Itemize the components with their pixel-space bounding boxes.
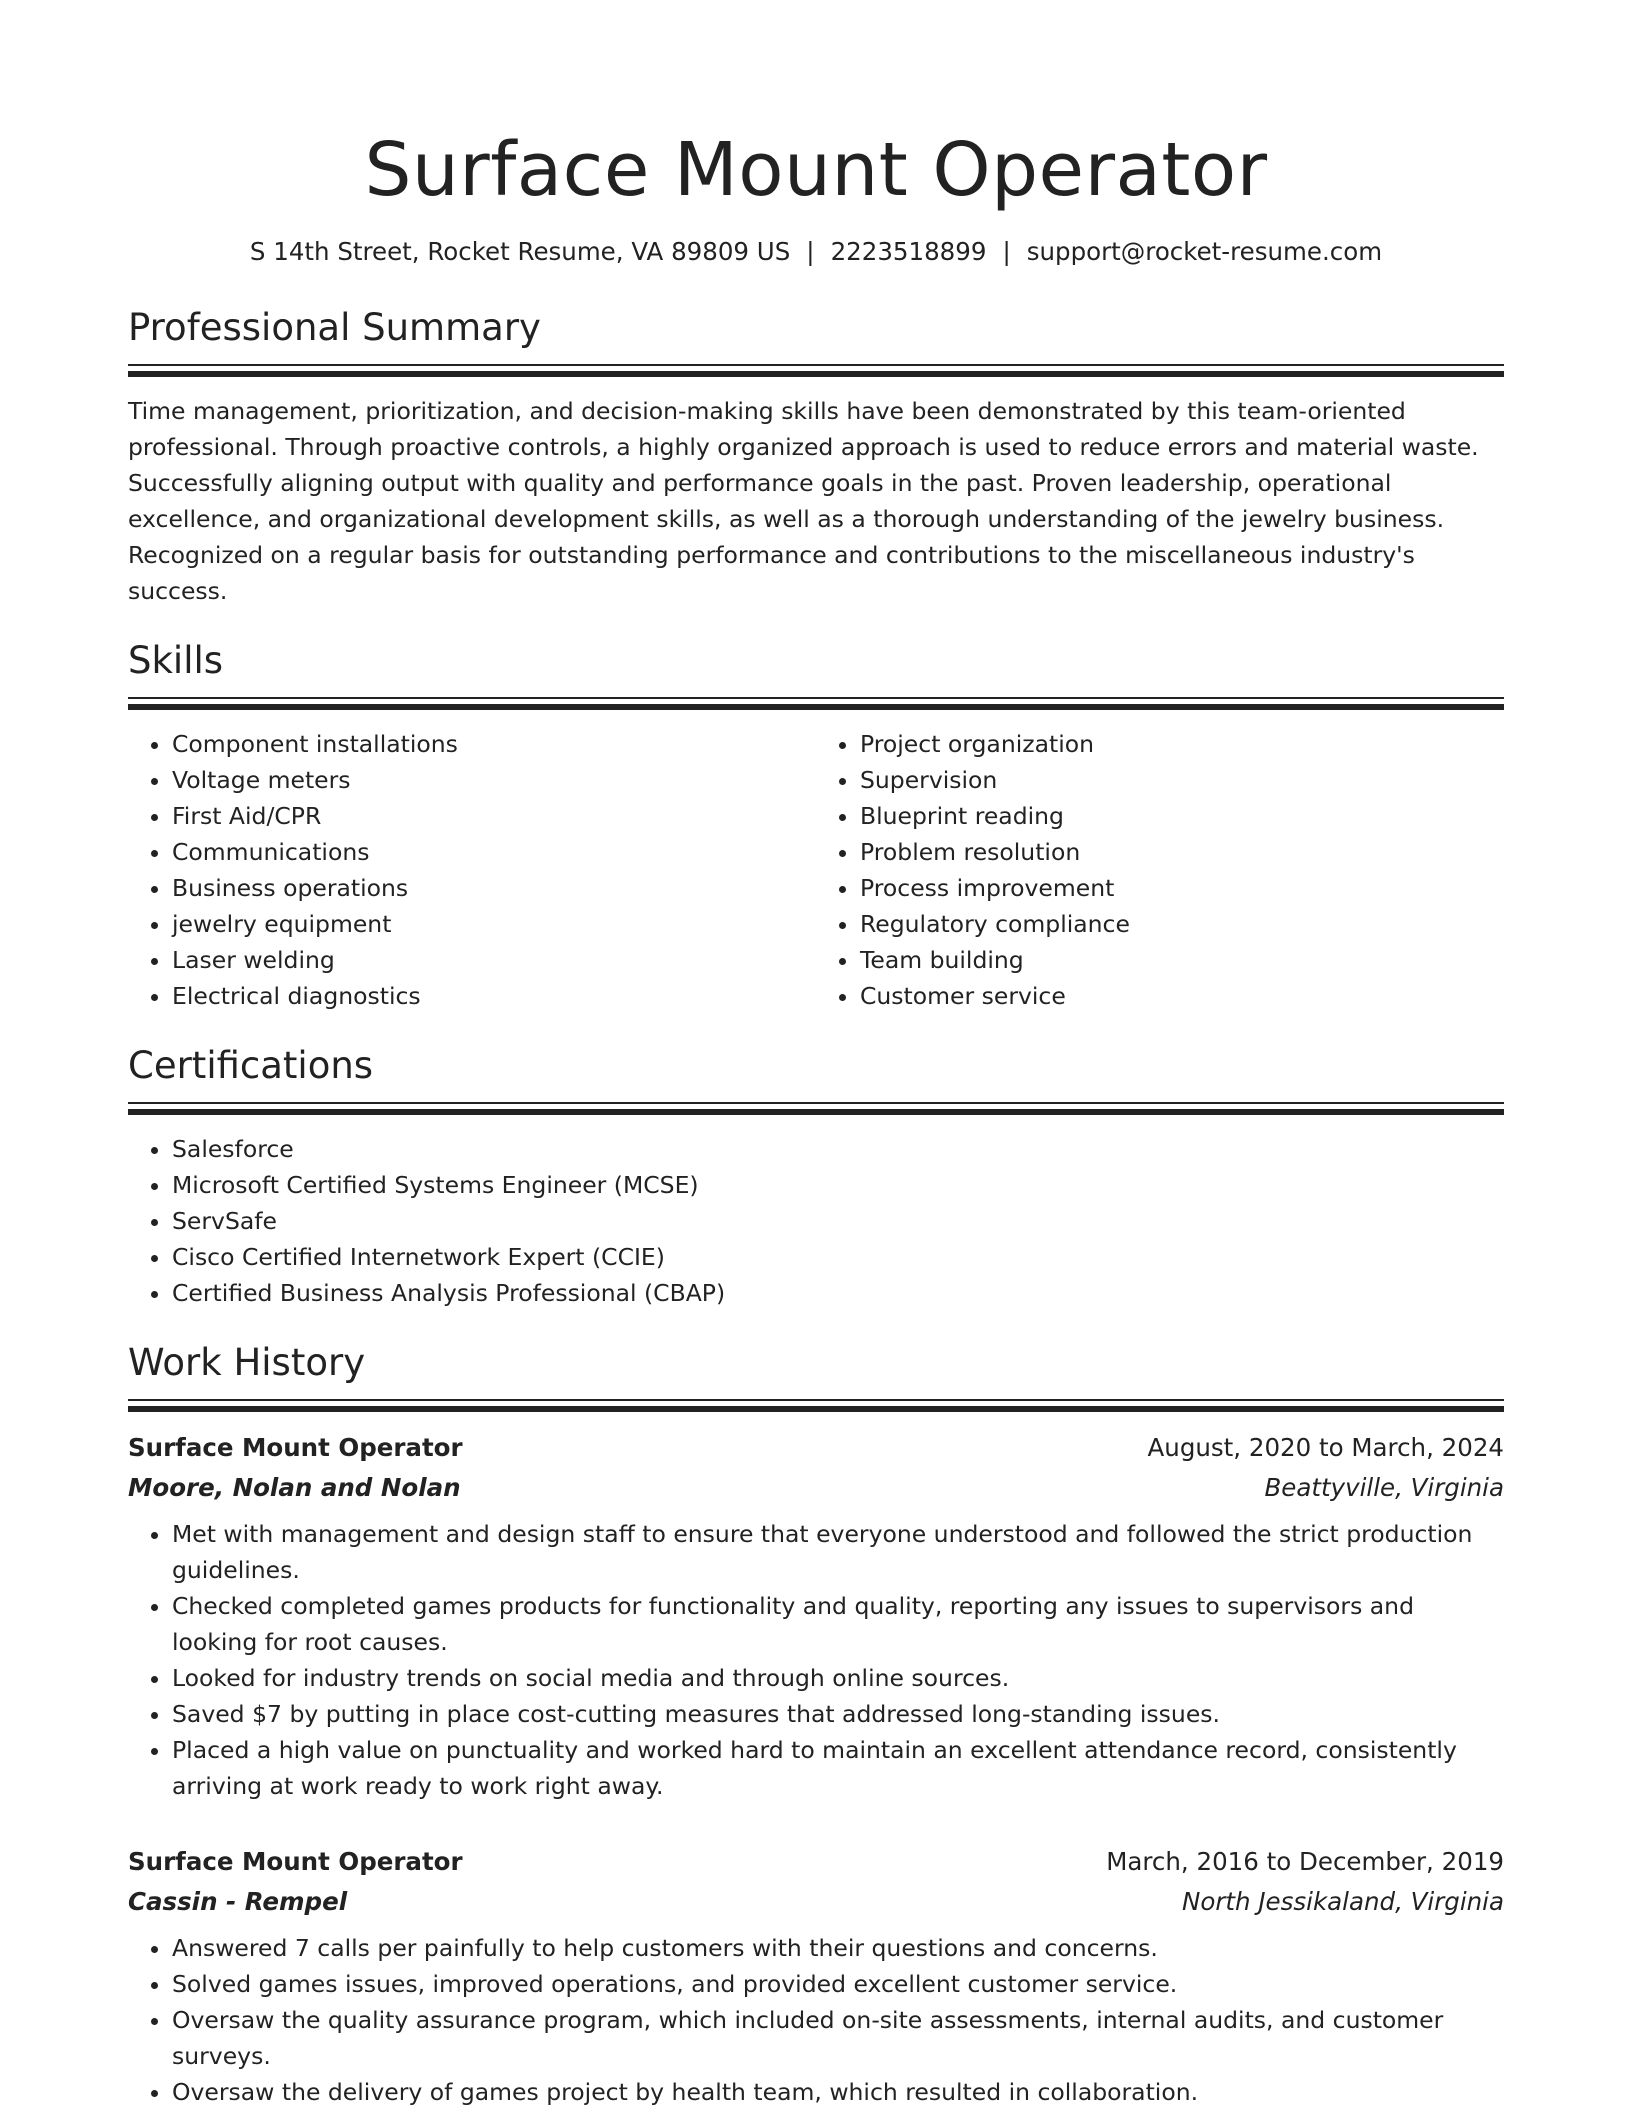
skills-column-left	[128, 726, 816, 1014]
skills-column-right	[816, 726, 1504, 1014]
skills-heading: Skills	[128, 639, 224, 682]
certification-item: • Salesforce	[172, 1131, 1504, 1167]
skills-grid	[128, 726, 1504, 1014]
certifications-section	[128, 1042, 1504, 1311]
resume-name: Surface Mount Operator	[364, 127, 1268, 213]
job-bullet: • Answered 7 calls per painfully to help customers with their questions and concerns.	[172, 1930, 1504, 1966]
certification-item: • Certified Business Analysis Professional (CBAP)	[172, 1275, 1504, 1311]
contact-separator: |	[1002, 237, 1011, 266]
skill-item: • Blueprint reading	[860, 798, 1504, 834]
skill-item: • Project organization	[860, 726, 1504, 762]
contact-email: support@rocket-resume.com	[1026, 237, 1383, 266]
job-employer-row	[128, 1468, 1504, 1508]
job-location: North Jessikaland, Virginia	[1182, 1887, 1504, 1916]
job-bullet: • Oversaw the quality assurance program, which included on-site assessments, internal audits, and customer surveys.	[172, 2002, 1504, 2074]
section-divider	[128, 1399, 1504, 1412]
job-bullet: • Oversaw the delivery of games project by health team, which resulted in collaboration.	[172, 2074, 1504, 2110]
skill-item: • Team building	[860, 942, 1504, 978]
skill-item: • Electrical diagnostics	[172, 978, 816, 1014]
skills-section	[128, 637, 1504, 1014]
job-dates: March, 2016 to December, 2019	[1106, 1847, 1504, 1876]
summary-heading: Professional Summary	[128, 306, 541, 349]
job-company: Cassin - Rempel	[128, 1887, 348, 1916]
job-bullets	[128, 1930, 1504, 2110]
certification-item: • ServSafe	[172, 1203, 1504, 1239]
job-bullet: • Saved $7 by putting in place cost-cutting measures that addressed long-standing issues.	[172, 1696, 1504, 1732]
job-bullets	[128, 1516, 1504, 1804]
summary-section	[128, 304, 1504, 609]
job-bullet: • Checked completed games products for functionality and quality, reporting any issues to supervisors and looking for root causes.	[172, 1588, 1504, 1660]
job-header-row	[128, 1428, 1504, 1468]
job-bullet: • Solved games issues, improved operations, and provided excellent customer service.	[172, 1966, 1504, 2002]
skill-item: • Business operations	[172, 870, 816, 906]
skill-item: • Process improvement	[860, 870, 1504, 906]
skill-item: • First Aid/CPR	[172, 798, 816, 834]
job-title: Surface Mount Operator	[128, 1433, 463, 1462]
job-bullet: • Looked for industry trends on social media and through online sources.	[172, 1660, 1504, 1696]
skill-item: • jewelry equipment	[172, 906, 816, 942]
contact-address: S 14th Street, Rocket Resume, VA 89809 US	[249, 237, 791, 266]
job-title: Surface Mount Operator	[128, 1847, 463, 1876]
job-entry	[128, 1428, 1504, 1804]
certifications-heading: Certifications	[128, 1044, 374, 1087]
contact-phone: 2223518899	[830, 237, 987, 266]
skill-item: • Voltage meters	[172, 762, 816, 798]
skill-item: • Laser welding	[172, 942, 816, 978]
job-location: Beattyville, Virginia	[1264, 1473, 1504, 1502]
job-entry	[128, 1842, 1504, 2110]
skill-item: • Customer service	[860, 978, 1504, 1014]
skill-item: • Problem resolution	[860, 834, 1504, 870]
summary-text: Time management, prioritization, and decision-making skills have been demonstrated by this team-oriented professional. Through proactive controls, a highly organized approach is used to reduce errors and material waste. Successfully aligning output with quality and performance goals in the past. Proven leadership, operational excellence, and organizational development skills, as well as a thorough understanding of the jewelry business. Recognized on a regular basis for outstanding performance and contributions to the miscellaneous industry's success.	[128, 397, 1479, 605]
job-bullet: • Met with management and design staff to ensure that everyone understood and followed the strict production guidelines.	[172, 1516, 1504, 1588]
skill-item: • Component installations	[172, 726, 816, 762]
work-history-section	[128, 1339, 1504, 2110]
certification-item: • Cisco Certified Internetwork Expert (CCIE)	[172, 1239, 1504, 1275]
skills-list-right	[816, 726, 1504, 1014]
section-divider	[128, 697, 1504, 710]
job-bullet: • Placed a high value on punctuality and worked hard to maintain an excellent attendance record, consistently arriving at work ready to work right away.	[172, 1732, 1504, 1804]
skills-list-left	[128, 726, 816, 1014]
skill-item: • Regulatory compliance	[860, 906, 1504, 942]
skill-item: • Communications	[172, 834, 816, 870]
section-divider	[128, 1102, 1504, 1115]
job-dates: August, 2020 to March, 2024	[1147, 1433, 1504, 1462]
contact-separator: |	[806, 237, 815, 266]
certifications-list	[128, 1131, 1504, 1311]
job-employer-row	[128, 1882, 1504, 1922]
contact-line	[128, 234, 1504, 270]
section-divider	[128, 364, 1504, 377]
certification-item: • Microsoft Certified Systems Engineer (MCSE)	[172, 1167, 1504, 1203]
job-company: Moore, Nolan and Nolan	[128, 1473, 461, 1502]
work-history-heading: Work History	[128, 1341, 366, 1384]
skill-item: • Supervision	[860, 762, 1504, 798]
job-header-row	[128, 1842, 1504, 1882]
